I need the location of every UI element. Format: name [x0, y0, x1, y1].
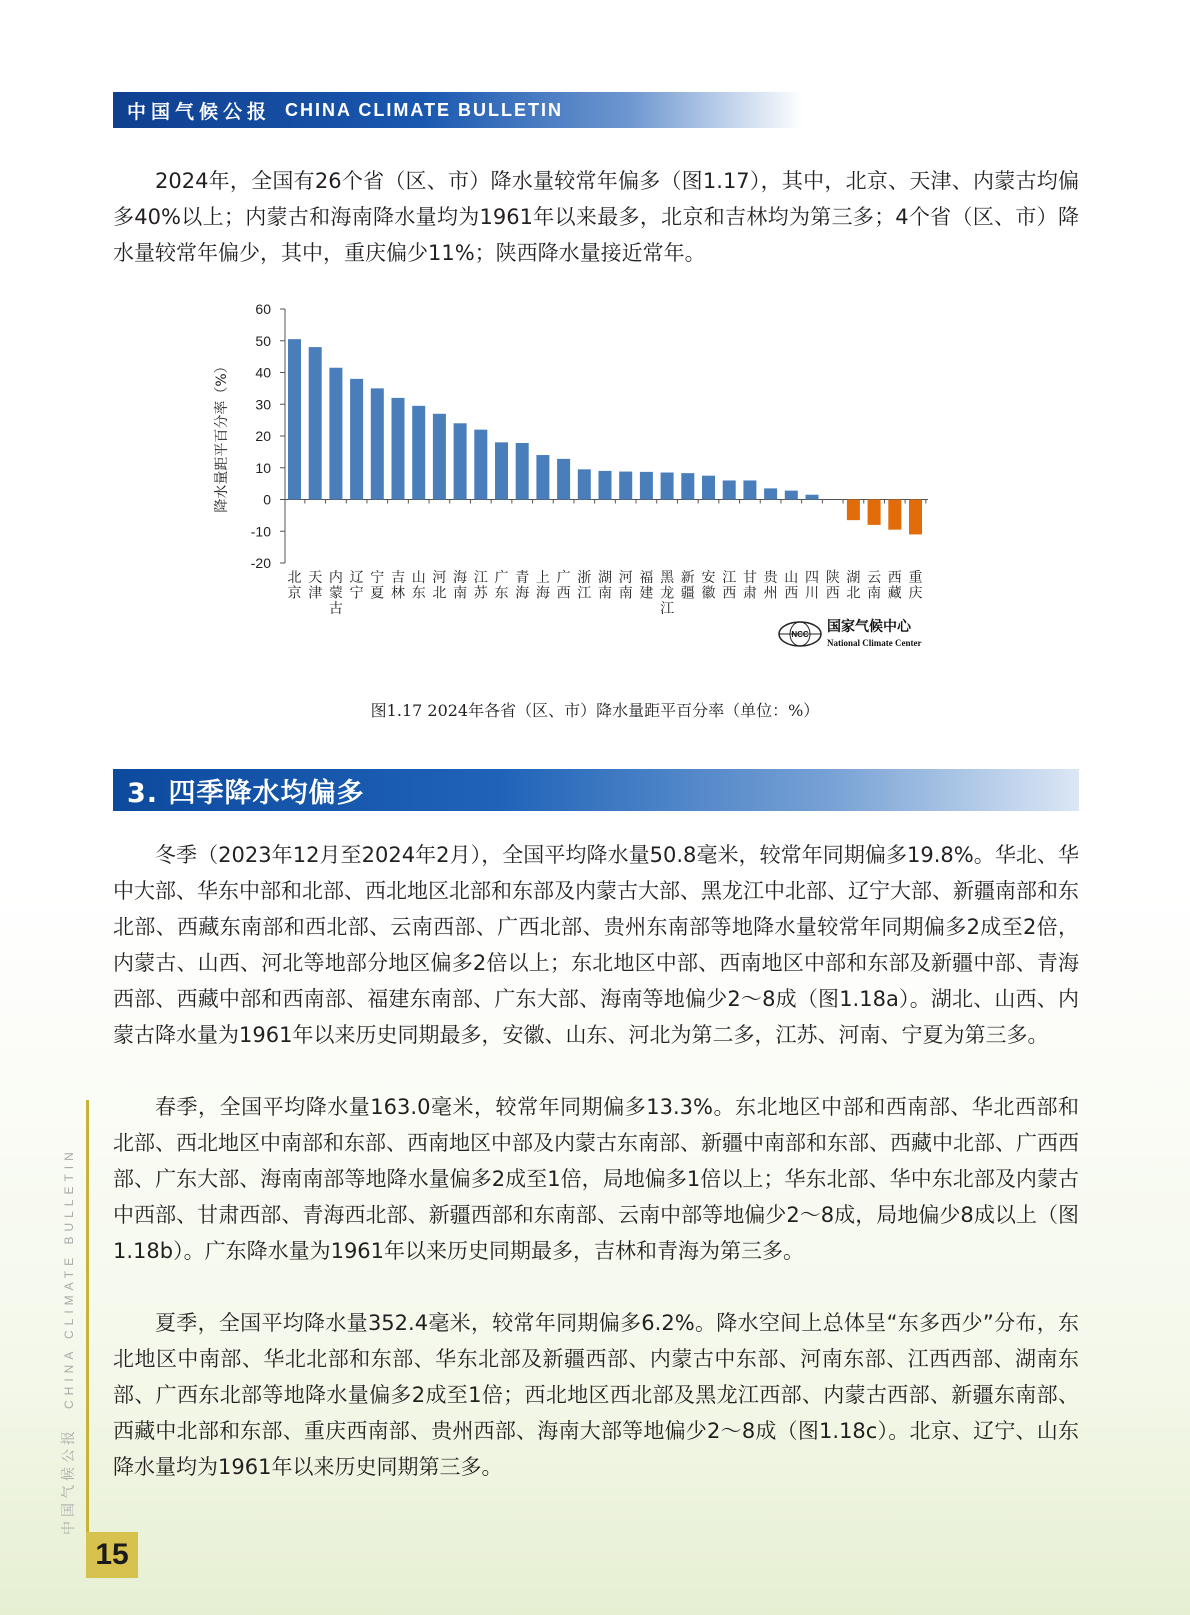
intro-paragraph: 2024年，全国有26个省（区、市）降水量较常年偏多（图1.17），其中，北京、天津、内蒙古均偏多40%以上；内蒙古和海南降水量均为1961年以来最多，北京和吉林均为第三多；4个省（区、市）降水量较常年偏少，其中，重庆偏少11%；陕西降水量接近常年。 [113, 169, 1079, 265]
section-title: 3. 四季降水均偏多 [127, 777, 365, 809]
bar-山西 [785, 491, 798, 500]
spring-paragraph: 春季，全国平均降水量163.0毫米，较常年同期偏多13.3%。东北地区中部和西南部、华北西部和北部、西北地区中南部和东部、西南地区中部及内蒙古东南部、新疆中南部和东部、西藏中北部、广西西部、广东大部、海南南部等地降水量偏多2成至1倍，局地偏多1倍以上；华东北部、华中东北部及内蒙古中西部、甘肃西部、青海西北部、新疆西部和东南部、云南中部等地偏少2～8成，局地偏少8成以上（图1.18b）。广东降水量为1961年以来历史同期最多，吉林和青海为第三多。 [113, 1095, 1079, 1263]
ncc-logo [779, 618, 921, 648]
sidebar-text-en: CHINA CLIMATE BULLETIN [62, 1147, 76, 1409]
x-label-广东: 广东 [494, 570, 509, 602]
x-label-海南: 海南 [453, 570, 468, 602]
x-label-吉林: 吉林 [391, 570, 405, 602]
bar-云南 [868, 500, 881, 525]
bar-辽宁 [350, 379, 363, 500]
bar-宁夏 [371, 388, 384, 499]
x-label-湖北: 湖北 [846, 570, 861, 602]
figure-caption: 图1.17 2024年各省（区、市）降水量距平百分率（单位：%） [370, 701, 820, 720]
x-label-四川: 四川 [805, 570, 819, 602]
y-tick-label: 40 [255, 364, 271, 381]
bar-青海 [516, 443, 529, 500]
bar-北京 [288, 339, 301, 499]
bar-黑龙江 [661, 473, 674, 500]
bar-新疆 [681, 473, 694, 499]
x-label-甘肃: 甘肃 [742, 570, 757, 602]
y-tick-label: 10 [255, 459, 271, 476]
logo-abbr: NCC [791, 630, 809, 639]
bar-湖北 [847, 500, 860, 521]
x-label-贵州: 贵州 [763, 570, 778, 602]
y-tick-label: -10 [250, 523, 271, 540]
bar-广东 [495, 442, 508, 499]
bar-天津 [309, 347, 322, 499]
x-label-黑龙江: 黑龙江 [660, 570, 675, 617]
x-label-云南: 云南 [867, 570, 882, 602]
bar-福建 [640, 472, 653, 500]
x-label-浙江: 浙江 [577, 570, 592, 602]
bar-贵州 [764, 488, 777, 499]
winter-paragraph: 冬季（2023年12月至2024年2月），全国平均降水量50.8毫米，较常年同期偏多19.8%。华北、华中大部、华东中部和北部、西北地区北部和东部及内蒙古大部、黑龙江中北部、辽宁大部、新疆南部和东北部、西藏东南部和西北部、云南西部、广西北部、贵州东南部等地降水量较常年同期偏多2成至2倍，内蒙古、山西、河北等地部分地区偏多2倍以上；东北地区中部、西南地区中部和东部及新疆中部、青海西部、西藏中部和西南部、福建东南部、广东大部、海南等地偏少2～8成（图1.18a）。湖北、山西、内蒙古降水量为1961年以来历史同期最多，安徽、山东、河北为第二多，江苏、河南、宁夏为第三多。 [113, 843, 1079, 1047]
x-label-湖南: 湖南 [598, 570, 612, 602]
bar-江苏 [474, 430, 487, 500]
logo-name-en: National Climate Center [827, 638, 922, 648]
y-tick-label: 30 [255, 396, 271, 413]
bar-浙江 [578, 469, 591, 499]
x-label-上海: 上海 [535, 570, 550, 602]
x-label-安徽: 安徽 [701, 570, 716, 602]
bar-海南 [454, 423, 467, 499]
x-label-江苏: 江苏 [473, 570, 488, 602]
y-tick-label: -20 [250, 555, 271, 571]
x-label-重庆: 重庆 [908, 570, 923, 602]
bar-河北 [433, 414, 446, 500]
bar-吉林 [392, 398, 405, 500]
bar-安徽 [702, 476, 715, 500]
header-title-en: CHINA CLIMATE BULLETIN [285, 99, 563, 120]
sidebar-rule [86, 1100, 89, 1536]
bar-甘肃 [743, 480, 756, 499]
bar-河南 [619, 472, 632, 500]
section-header [113, 769, 1079, 811]
bar-内蒙古 [329, 368, 342, 500]
x-label-河北: 河北 [432, 570, 447, 602]
bar-广西 [557, 459, 570, 500]
y-tick-label: 50 [255, 332, 271, 349]
precipitation-anomaly-chart [205, 300, 965, 660]
logo-name-cn: 国家气候中心 [827, 619, 911, 635]
sidebar-text-cn: 中国气候公报 [61, 1427, 77, 1535]
x-label-陕西: 陕西 [825, 570, 840, 602]
x-label-山东: 山东 [411, 570, 426, 602]
bar-四川 [806, 495, 819, 500]
summer-paragraph: 夏季，全国平均降水量352.4毫米，较常年同期偏多6.2%。降水空间上总体呈“东多西少”分布，东北地区中南部、华北北部和东部、华东北部及新疆西部、内蒙古中东部、河南东部、江西西部、湖南东部、广西东北部等地降水量偏多2成至1倍；西北地区西北部及黑龙江西部、内蒙古西部、新疆东南部、西藏中北部和东部、重庆西南部、贵州西部、海南大部等地偏少2～8成（图1.18c）。北京、辽宁、山东降水量均为1961年以来历史同期第三多。 [113, 1311, 1079, 1479]
bar-上海 [536, 455, 549, 499]
bar-重庆 [909, 500, 922, 535]
x-label-宁夏: 宁夏 [370, 570, 385, 602]
x-label-内蒙古: 内蒙古 [328, 570, 343, 617]
x-label-西藏: 西藏 [887, 570, 902, 602]
y-tick-label: 0 [263, 491, 271, 508]
x-label-山西: 山西 [784, 570, 799, 602]
x-label-广西: 广西 [556, 570, 571, 602]
header-bar [113, 92, 803, 128]
y-tick-label: 20 [255, 428, 271, 444]
y-tick-label: 60 [255, 301, 271, 317]
sidebar-label [58, 1147, 78, 1535]
x-label-福建: 福建 [639, 570, 654, 602]
x-label-青海: 青海 [515, 570, 530, 602]
x-label-河南: 河南 [618, 570, 633, 602]
x-label-天津: 天津 [308, 570, 323, 602]
bar-西藏 [888, 500, 901, 530]
x-label-新疆: 新疆 [680, 570, 695, 602]
bar-江西 [723, 480, 736, 499]
x-label-北京: 北京 [287, 570, 302, 602]
header-title-cn: 中国气候公报 [127, 100, 272, 123]
y-axis-title: 降水量距平百分率（%） [214, 359, 230, 513]
x-label-辽宁: 辽宁 [349, 570, 364, 602]
page-number: 15 [86, 1532, 138, 1578]
x-label-江西: 江西 [722, 570, 737, 602]
bar-湖南 [599, 471, 612, 500]
bar-山东 [412, 406, 425, 500]
